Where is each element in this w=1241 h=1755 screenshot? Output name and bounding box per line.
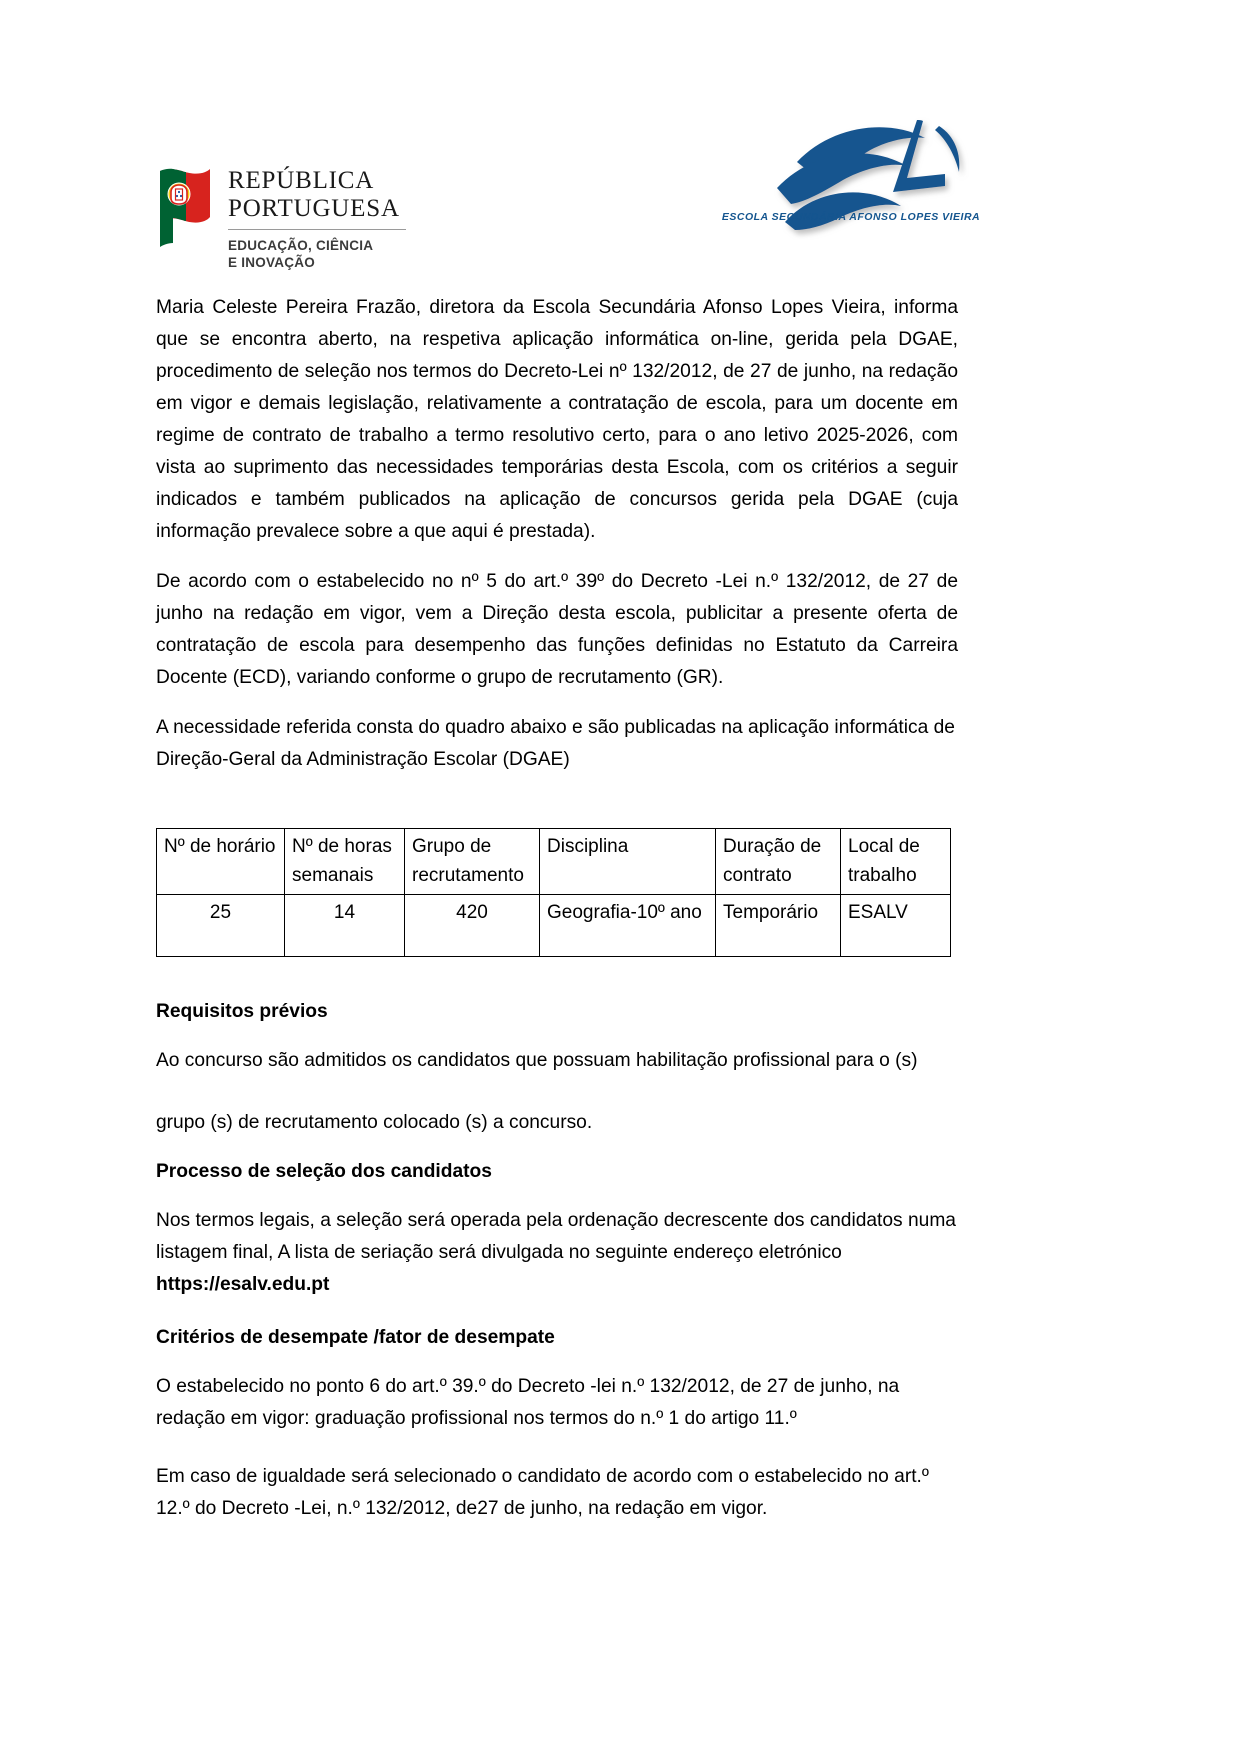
republica-portuguesa-logo [156,165,406,271]
table-header-numero-horario: Nº de horário [157,829,285,895]
seriacao-url[interactable]: https://esalv.edu.pt [156,1274,330,1295]
wordmark-line-2: PORTUGUESA [228,195,400,222]
section-spacer [156,1301,958,1323]
requisitos-line-2: grupo (s) de recrutamento colocado (s) a concurso. [156,1112,593,1133]
table-header-disciplina: Disciplina [540,829,716,895]
table-header-horas-semanais: Nº de horas semanais [285,829,405,895]
cell-disciplina: Geografia-10º ano [540,895,716,957]
post-table-spacer [156,957,958,997]
ministry-line-1: EDUCAÇÃO, CIÊNCIA [228,238,374,253]
legal-basis-paragraph: De acordo com o estabelecido no nº 5 do art.º 39º do Decreto -Lei n.º 132/2012, de 27 de junho na redação em vigor, vem a Direção desta escola, publicitar a presente oferta de contratação de escola para desempenho das funções definidas no Estatuto da Carreira Docente (ECD), variando conforme o grupo de recrutamento (GR). [156,571,958,688]
section-requisitos-previos [156,997,958,1139]
table-header-duracao-contrato: Duração de contrato [716,829,841,895]
school-logo-name: ESCOLA SECUNDÁRIA AFONSO LOPES VIEIRA [721,211,981,223]
heading-processo-selecao: Processo de seleção dos candidatos [156,1161,492,1182]
cell-grupo-recrutamento: 420 [405,895,540,957]
table-row [157,895,951,957]
ministry-line-2: E INOVAÇÃO [228,255,316,270]
criterios-paragraph-1: O estabelecido no ponto 6 do art.º 39.º do Decreto -lei n.º 132/2012, de 27 de junho, na redação em vigor: graduação profissional nos termos do n.º 1 do artigo 11.º [156,1376,900,1429]
intro-paragraph: Maria Celeste Pereira Frazão, diretora da Escola Secundária Afonso Lopes Vieira, informa que se encontra aberto, na respetiva aplicação informática on-line, gerida pela DGAE, procedimento de seleção nos termos do Decreto-Lei nº 132/2012, de 27 de junho, na redação em vigor e demais legislação, relativamente a contratação de escola, para um docente em regime de contrato de trabalho a termo resolutivo certo, para o ano letivo 2025-2026, com vista ao suprimento das necessidades temporárias desta Escola, com os critérios a seguir indicados e também publicados na aplicação de concursos gerida pela DGAE (cuja informação prevalece sobre a que aqui é prestada). [156,297,958,542]
heading-criterios-desempate: Critérios de desempate /fator de desempate [156,1327,555,1348]
cell-local-trabalho: ESALV [841,895,951,957]
table-header-local-trabalho: Local de trabalho [841,829,951,895]
section-processo-selecao [156,1157,958,1301]
requisitos-line-1: Ao concurso são admitidos os candidatos que possuam habilitação profissional para o (s) [156,1050,918,1071]
heading-requisitos-previos: Requisitos prévios [156,1001,328,1022]
table-intro-paragraph: A necessidade referida consta do quadro abaixo e são publicadas na aplicação informática de Direção-Geral da Administração Escolar (DGAE) [156,717,955,770]
republica-wordmark [228,165,406,271]
criterios-paragraph-2: Em caso de igualdade será selecionado o candidato de acordo com o estabelecido no art.º 12.º do Decreto -Lei, n.º 132/2012, de27 de junho, na redação em vigor. [156,1466,929,1519]
section-criterios-desempate [156,1323,958,1525]
table-header-row [157,829,951,895]
wordmark-divider [228,229,406,230]
document-header [156,110,1086,280]
cell-duracao-contrato: Temporário [716,895,841,957]
offer-table [156,828,951,957]
portuguese-shield-icon [156,165,214,247]
cell-horas-semanais: 14 [285,895,405,957]
processo-text: Nos termos legais, a seleção será operada pela ordenação decrescente dos candidatos numa listagem final, A lista de seriação será divulgada no seguinte endereço eletrónico [156,1210,956,1263]
wordmark-line-1: REPÚBLICA [228,167,375,194]
document-body [156,292,958,1543]
cell-numero-horario: 25 [157,895,285,957]
table-header-grupo-recrutamento: Grupo de recrutamento [405,829,540,895]
pre-table-spacer [156,794,958,828]
